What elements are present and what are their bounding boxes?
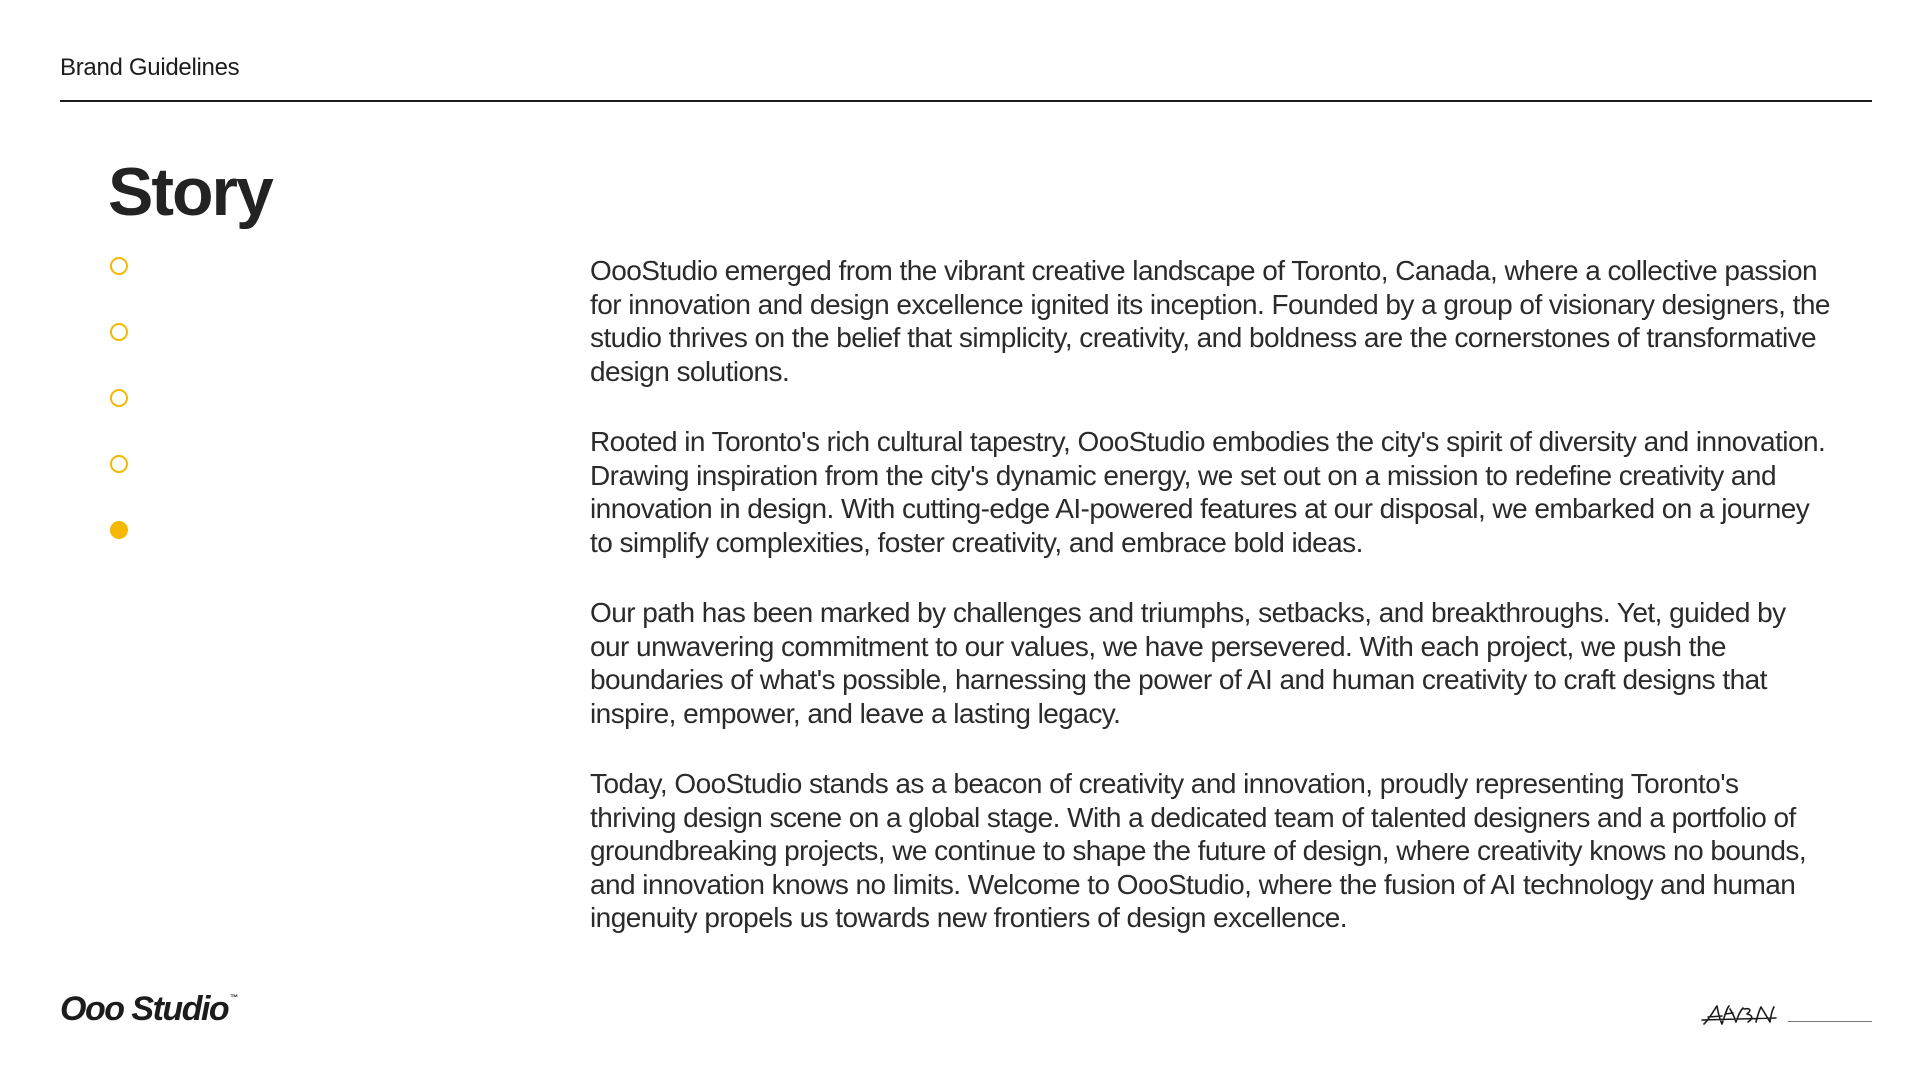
page-title: Story: [108, 154, 272, 230]
story-paragraph-2: Rooted in Toronto's rich cultural tapestry, OooStudio embodies the city's spirit of diversity and innovation. Drawing inspiration from the city's dynamic energy, we set out on a mission to redefine creativity and innovation in design. With cutting-edge AI-powered features at our disposal, we embarked on a journey to simplify complexities, foster creativity, and embrace bold ideas.: [590, 426, 1826, 558]
brand-logo-text: Ooo Studio: [60, 990, 229, 1028]
story-body: [590, 254, 1830, 972]
nav-dot-2[interactable]: [110, 323, 128, 341]
brand-logo: [60, 990, 238, 1029]
page-nav-dots: [110, 257, 128, 587]
signature-icon: [1700, 1000, 1780, 1030]
nav-dot-4[interactable]: [110, 455, 128, 473]
header-title: Brand Guidelines: [60, 54, 240, 81]
header-divider: [60, 100, 1872, 102]
nav-dot-1[interactable]: [110, 257, 128, 275]
trademark-mark: ™: [230, 993, 239, 1002]
signature-line: [1788, 1021, 1872, 1022]
story-paragraph-1: OooStudio emerged from the vibrant creative landscape of Toronto, Canada, where a collective passion for innovation and design excellence ignited its inception. Founded by a group of visionary designers, the studio thrives on the belief that simplicity, creativity, and boldness are the cornerstones of transformative design solutions.: [590, 255, 1830, 387]
story-paragraph-3: Our path has been marked by challenges and triumphs, setbacks, and breakthroughs. Yet, guided by our unwavering commitment to our values, we have persevered. With each project, we push the boundaries of what's possible, harnessing the power of AI and human creativity to craft designs that inspire, empower, and leave a lasting legacy.: [590, 597, 1786, 729]
story-paragraph-4: Today, OooStudio stands as a beacon of creativity and innovation, proudly representing Toronto's thriving design scene on a global stage. With a dedicated team of talented designers and a portfolio of groundbreaking projects, we continue to shape the future of design, where creativity knows no bounds, and innovation knows no limits. Welcome to OooStudio, where the fusion of AI technology and human ingenuity propels us towards new frontiers of design excellence.: [590, 768, 1807, 933]
nav-dot-5[interactable]: [110, 521, 128, 539]
nav-dot-3[interactable]: [110, 389, 128, 407]
